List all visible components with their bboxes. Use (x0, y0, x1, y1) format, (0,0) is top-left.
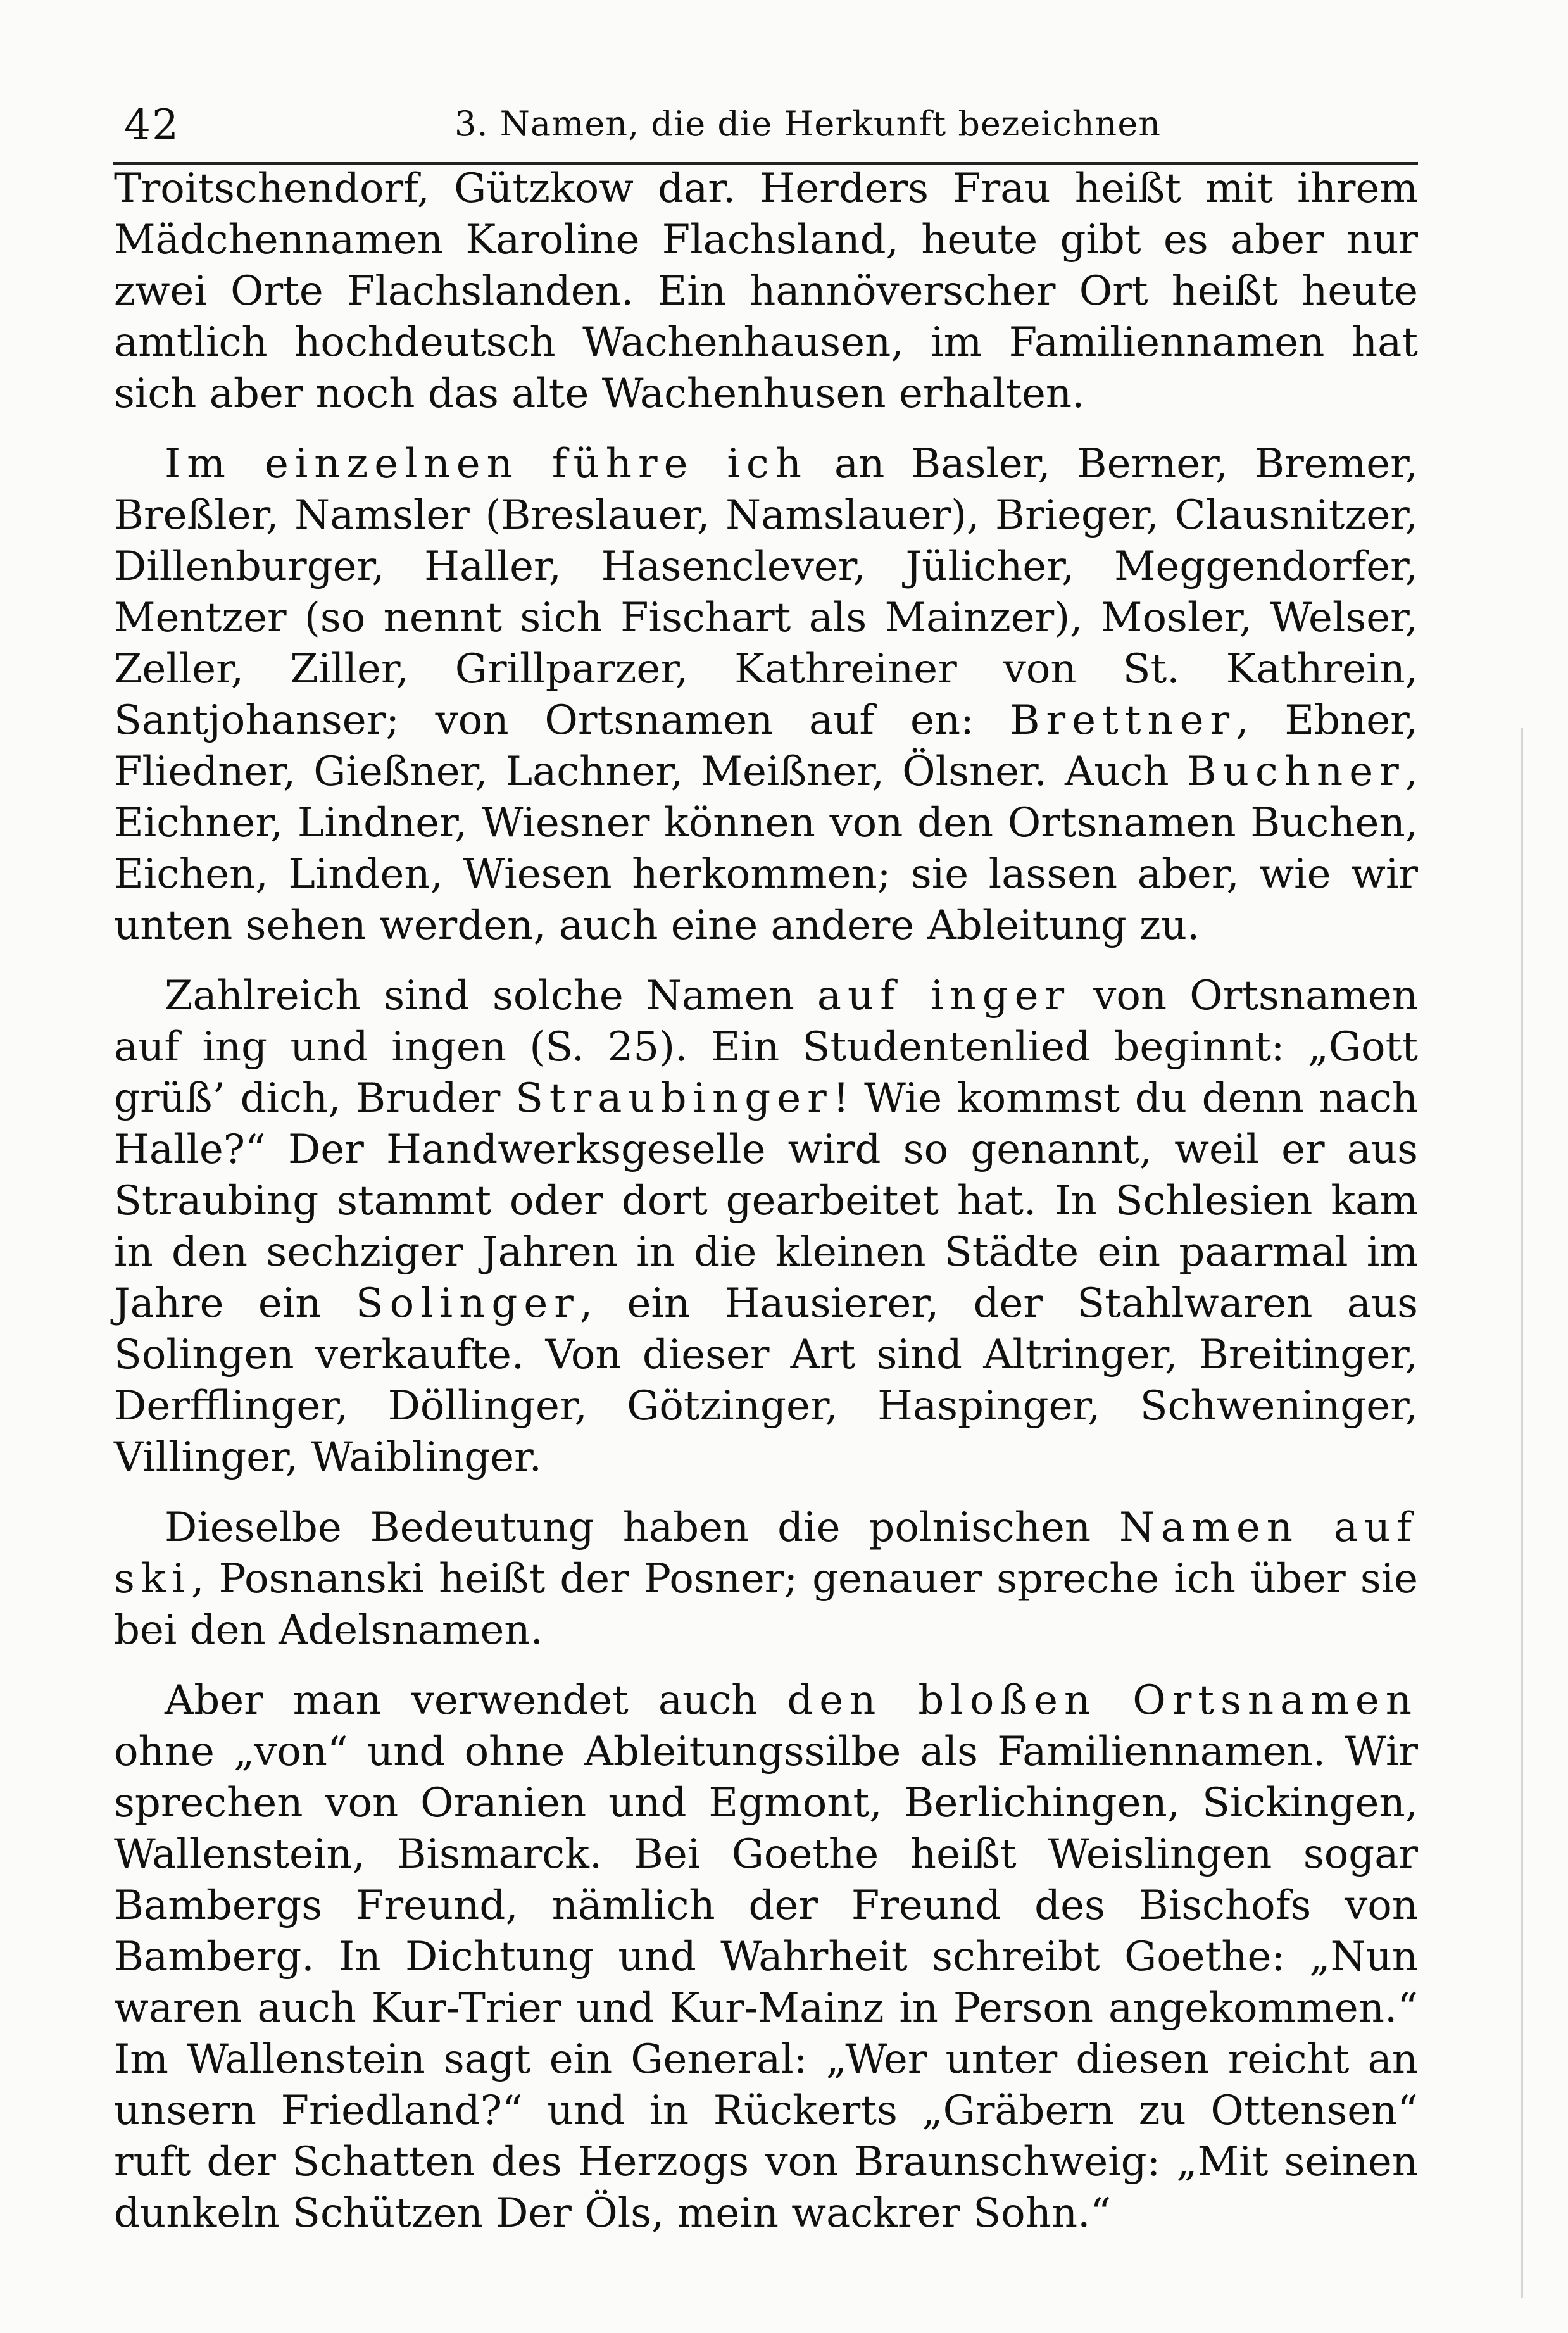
text-segment: , ein Hausierer, der Stahlwaren aus Solingen verkaufte. Von dieser Art sind Altringer, Breitinger, Derfflinger, Döllinger, Götzinger, Haspinger, Schweninger, Villinger, Waiblinger. (114, 1280, 1418, 1481)
paragraph-2 (114, 439, 1418, 952)
paragraph-3 (114, 971, 1418, 1483)
emphasized-text: Namen auf ski (114, 1504, 1418, 1602)
page-edge-line (1521, 728, 1523, 2298)
emphasized-text: Brettner (1010, 697, 1236, 744)
text-segment: ! Wie kommst du denn nach Halle?“ Der Handwerksgeselle wird so genannt, weil er aus Straubing stammt oder dort gearbeitet hat. In Schlesien kam in den sechziger Jahren in die kleinen Städte ein paarmal im Jahre ein (114, 1075, 1418, 1327)
emphasized-text: Straubinger (515, 1075, 833, 1122)
emphasized-text: Solinger (355, 1280, 580, 1327)
paragraph-1 (114, 163, 1418, 420)
text-segment: Aber man verwendet auch (165, 1677, 787, 1724)
text-segment: , Posnanski heißt der Posner; genauer spreche ich über sie bei den Adelsnamen. (114, 1556, 1418, 1654)
emphasized-text: Im einzelnen führe ich (165, 441, 808, 487)
text-segment: , Eichner, Lindner, Wiesner können von den Ortsnamen Buchen, Eichen, Linden, Wiesen herkommen; sie lassen aber, wie wir unten sehen werden, auch eine andere Ableitung zu. (114, 748, 1418, 949)
text-segment: von Ortsnamen auf ing und ingen (S. 25). Ein Studentenlied beginnt: „Gott grüß’ dich, Bruder (114, 972, 1419, 1122)
body-text (114, 163, 1418, 2239)
emphasized-text: Buchner (1186, 748, 1405, 795)
running-title: 3. Namen, die die Herkunft bezeichnen (455, 104, 1162, 144)
emphasized-text: den bloßen Ortsnamen (787, 1677, 1419, 1724)
text-segment: ohne „von“ und ohne Ableitungssilbe als Familiennamen. Wir sprechen von Oranien und Egmont, Berlichingen, Sickingen, Wallenstein, Bismarck. Bei Goethe heißt Weislingen sogar Bambergs Freund, nämlich der Freund des Bischofs von Bamberg. In Dichtung und Wahrheit schreibt Goethe: „Nun waren auch Kur-Trier und Kur-Mainz in Person angekommen.“ Im Wallenstein sagt ein General: „Wer unter diesen reicht an unsern Friedland?“ und in Rückerts „Gräbern zu Ottensen“ ruft der Schatten des Herzogs von Braunschweig: „Mit seinen dunkeln Schützen Der Öls, mein wackrer Sohn.“ (114, 1728, 1418, 2237)
emphasized-text: auf inger (817, 972, 1071, 1019)
text-segment: Zahlreich sind solche Namen (165, 972, 817, 1019)
paragraph-5 (114, 1675, 1418, 2239)
page-header (113, 87, 1418, 165)
paragraph-4 (114, 1502, 1418, 1656)
text-segment: an Basler, Berner, Bremer, Breßler, Namsler (Breslauer, Namslauer), Brieger, Clausnitzer, Dillenburger, Haller, Hasenclever, Jülicher, Meggendorfer, Mentzer (so nennt sich Fischart als Mainzer), Mosler, Welser, Zeller, Ziller, Grillparzer, Kathreiner von St. Kathrein, Santjohanser; von Ortsnamen auf en: (114, 441, 1419, 744)
text-segment: , Ebner, Fliedner, Gießner, Lachner, Meißner, Ölsner. Auch (114, 697, 1418, 795)
text-segment: Dieselbe Bedeutung haben die polnischen (165, 1504, 1120, 1551)
page-number: 42 (124, 101, 180, 149)
text-segment: Troitschendorf, Gützkow dar. Herders Frau heißt mit ihrem Mädchennamen Karoline Flachsland, heute gibt es aber nur zwei Orte Flachslanden. Ein hannöverscher Ort heißt heute amtlich hochdeutsch Wachenhausen, im Familiennamen hat sich aber noch das alte Wachenhusen erhalten. (114, 165, 1418, 417)
